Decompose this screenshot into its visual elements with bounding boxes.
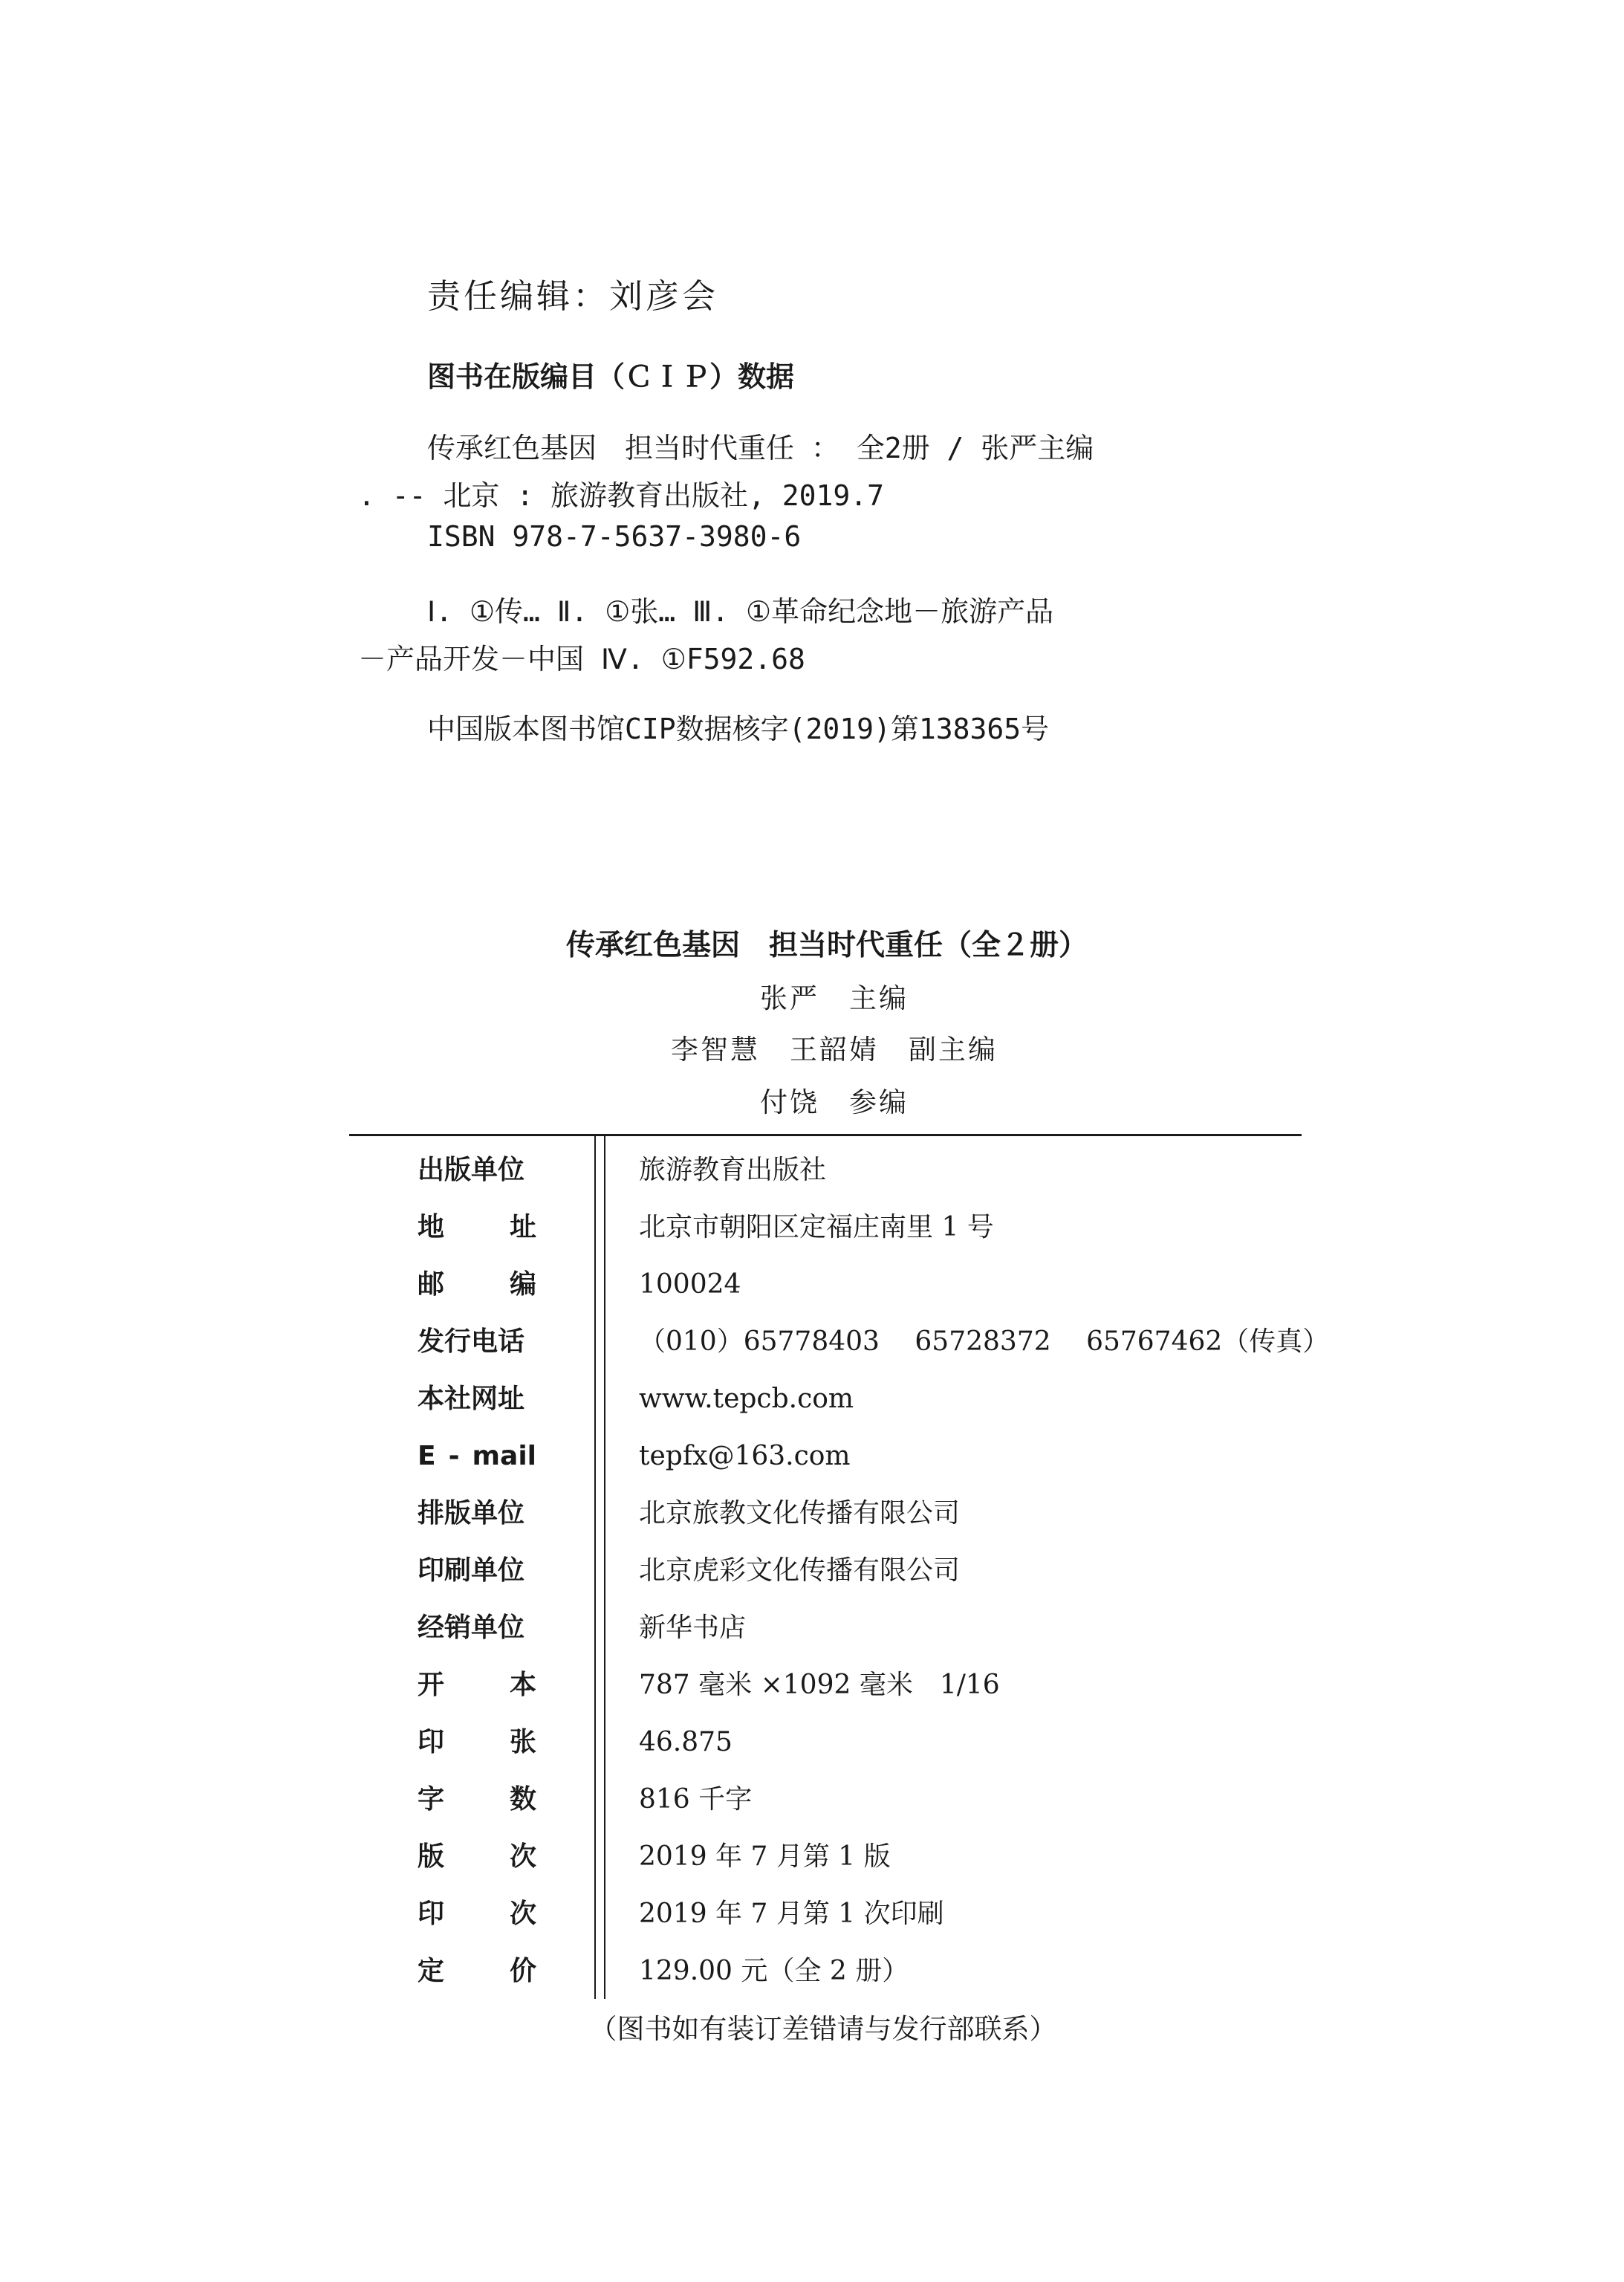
row-label (418, 1427, 536, 1485)
row-label-part: 本 (509, 1670, 536, 1700)
row-label-part: mail (472, 1441, 536, 1471)
table-row (0, 1771, 1624, 1828)
row-value: www.tepcb.com (639, 1384, 854, 1414)
row-label-part: 张 (509, 1727, 536, 1757)
row-label-part: 排版单位 (418, 1498, 525, 1529)
table-row (0, 1141, 1624, 1199)
table-row (0, 1885, 1624, 1942)
row-label (418, 1370, 536, 1427)
row-label (418, 1199, 536, 1256)
associate-editors: 李智慧 王韶婧 副主编 (671, 1034, 998, 1066)
row-label-part: 版 (418, 1841, 445, 1872)
row-label (418, 1942, 536, 2000)
row-label (418, 1828, 536, 1885)
row-value: 816 千字 (639, 1784, 753, 1815)
table-row (0, 1199, 1624, 1256)
row-value: 旅游教育出版社 (639, 1155, 827, 1185)
cip-record-number: 中国版本图书馆CIP数据核字(2019)第138365号 (427, 713, 1050, 745)
row-label-part: 印 (418, 1727, 445, 1757)
cip-title: 图书在版编目（ＣＩＰ）数据 (427, 360, 795, 393)
row-label-part: 经销单位 (418, 1612, 525, 1643)
editor-in-chief: 张严 主编 (760, 982, 909, 1014)
row-value: 129.00 元（全 2 册） (639, 1956, 909, 1986)
row-label (418, 1656, 536, 1714)
row-value: 北京虎彩文化传播有限公司 (639, 1555, 961, 1586)
row-value: 100024 (639, 1269, 741, 1300)
responsible-editor: 责任编辑：刘彦会 (427, 276, 719, 316)
row-label-part: 址 (509, 1212, 536, 1242)
row-value: tepfx@163.com (639, 1441, 851, 1471)
row-label-part: 印 (418, 1899, 445, 1929)
row-label (418, 1141, 536, 1199)
book-title: 传承红色基因 担当时代重任（全２册） (565, 929, 1088, 962)
row-value: 北京市朝阳区定福庄南里 1 号 (639, 1212, 994, 1242)
row-label-part: 邮 (418, 1269, 445, 1300)
row-value: 新华书店 (639, 1612, 747, 1643)
table-row (0, 1942, 1624, 2000)
row-label (418, 1313, 536, 1370)
row-value: 2019 年 7 月第 1 次印刷 (639, 1899, 944, 1929)
row-label-part: 价 (509, 1956, 536, 1986)
table-top-rule (349, 1134, 1302, 1136)
row-label-part: 编 (509, 1269, 536, 1300)
table-row (0, 1485, 1624, 1542)
cip-line: . -- 北京 : 旅游教育出版社, 2019.7 (358, 479, 885, 512)
table-row (0, 1828, 1624, 1885)
table-row (0, 1656, 1624, 1714)
row-label-part: E (418, 1441, 436, 1471)
row-value: 北京旅教文化传播有限公司 (639, 1498, 961, 1529)
cip-isbn: ISBN 978-7-5637-3980-6 (427, 520, 802, 553)
row-label-part: 发行电话 (418, 1326, 525, 1357)
cip-line: 传承红色基因 担当时代重任 ： 全2册 / 张严主编 (427, 432, 1094, 464)
cip-classification: －产品开发－中国 Ⅳ. ①F592.68 (358, 643, 805, 675)
contributing-editor: 付饶 参编 (760, 1086, 909, 1118)
row-label-part: 开 (418, 1670, 445, 1700)
row-value: （010）65778403 65728372 65767462（传真） (639, 1326, 1330, 1357)
row-label (418, 1542, 536, 1599)
table-row (0, 1714, 1624, 1771)
row-label-part: 数 (509, 1784, 536, 1815)
row-label-part: 次 (509, 1899, 536, 1929)
row-value: 46.875 (639, 1727, 733, 1757)
row-label-part: 字 (418, 1784, 445, 1815)
cip-classification: Ⅰ. ①传… Ⅱ. ①张… Ⅲ. ①革命纪念地－旅游产品 (427, 595, 1054, 628)
binding-error-note: （图书如有装订差错请与发行部联系） (589, 2013, 1057, 2045)
row-label-part: 地 (418, 1212, 445, 1242)
row-label (418, 1256, 536, 1313)
row-label (418, 1599, 536, 1656)
row-value: 2019 年 7 月第 1 版 (639, 1841, 891, 1872)
table-row (0, 1599, 1624, 1656)
row-label (418, 1485, 536, 1542)
table-row (0, 1256, 1624, 1313)
row-label (418, 1771, 536, 1828)
row-label-part: - (448, 1441, 460, 1471)
row-label-part: 印刷单位 (418, 1555, 525, 1586)
table-row (0, 1313, 1624, 1370)
row-label-part: 定 (418, 1956, 445, 1986)
row-label-part: 本社网址 (418, 1384, 525, 1414)
row-label-part: 出版单位 (418, 1155, 525, 1185)
row-label (418, 1714, 536, 1771)
table-row (0, 1542, 1624, 1599)
table-row (0, 1427, 1624, 1485)
row-value: 787 毫米 ×1092 毫米 1/16 (639, 1670, 1000, 1700)
row-label-part: 次 (509, 1841, 536, 1872)
table-row (0, 1370, 1624, 1427)
row-label (418, 1885, 536, 1942)
